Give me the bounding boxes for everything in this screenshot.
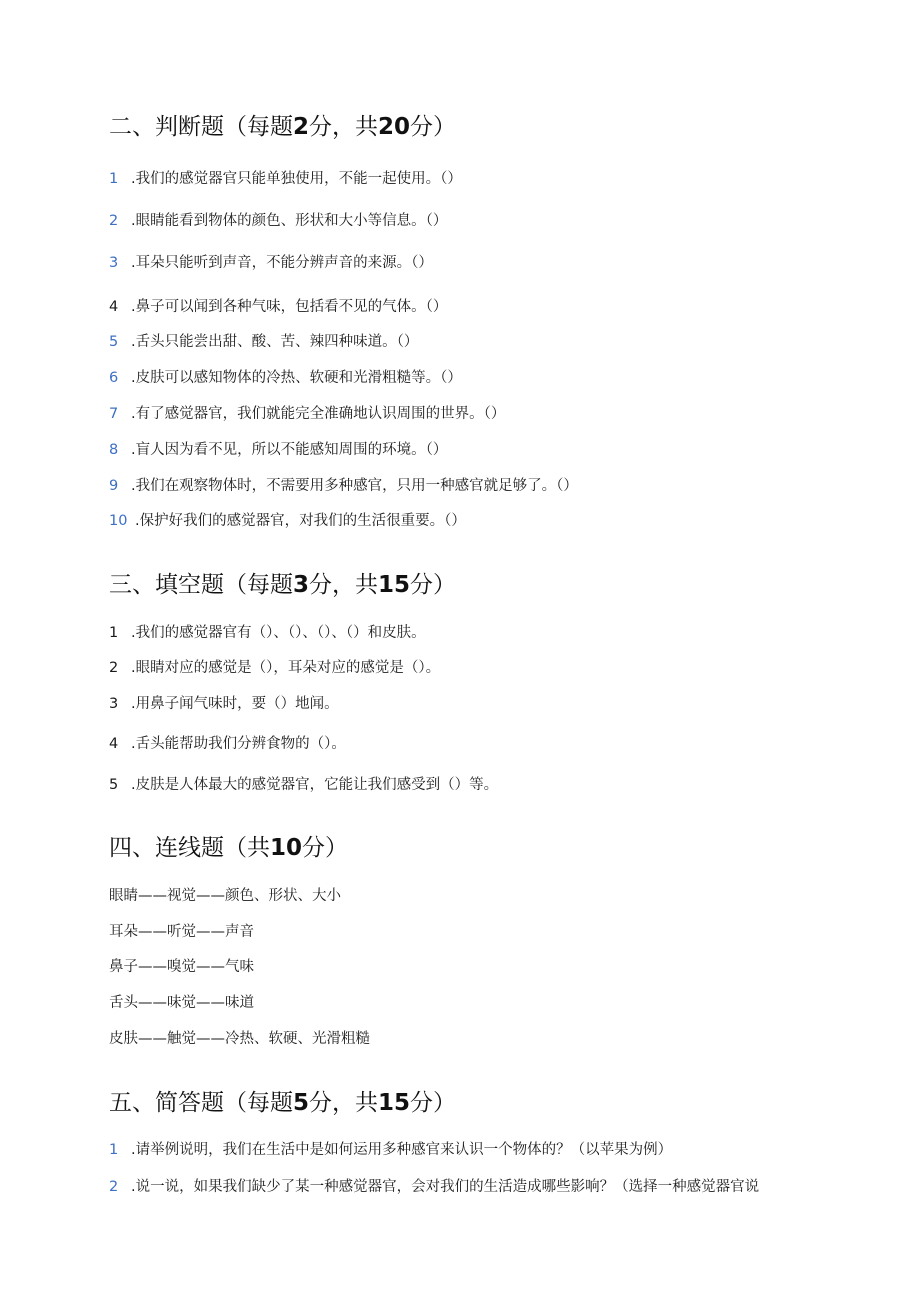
section-heading-matching — [109, 833, 348, 863]
question-text: .用鼻子闻气味时，要（）地闻。 — [131, 696, 339, 712]
score-close: 分） — [410, 1090, 457, 1116]
question-number: 2 — [109, 213, 119, 229]
question-item — [109, 734, 346, 754]
question-number: 3 — [109, 696, 119, 712]
question-text: .耳朵只能听到声音，不能分辨声音的来源。（） — [131, 255, 433, 271]
question-item — [109, 169, 462, 189]
question-text: .鼻子可以闻到各种气味，包括看不见的气体。（） — [131, 299, 448, 315]
question-text: .舌头只能尝出甜、酸、苦、辣四种味道。（） — [131, 334, 419, 350]
section-heading-true-false — [109, 112, 456, 142]
question-text: .皮肤是人体最大的感觉器官，它能让我们感受到（）等。 — [131, 777, 499, 793]
question-number: 9 — [109, 478, 119, 494]
question-text: .有了感觉器官，我们就能完全准确地认识周围的世界。（） — [131, 406, 506, 422]
question-number: 7 — [109, 406, 119, 422]
section-title: 三、填空题 — [109, 572, 224, 598]
question-number: 5 — [109, 334, 119, 350]
matching-line: 舌头——味觉——味道 — [109, 995, 254, 1011]
matching-line: 皮肤——触觉——冷热、软硬、光滑粗糙 — [109, 1031, 370, 1047]
question-number: 1 — [109, 1142, 119, 1158]
score-open: （每题 — [224, 1090, 293, 1116]
question-number: 1 — [109, 625, 119, 641]
section-title: 四、连线题 — [109, 835, 224, 861]
question-text: .舌头能帮助我们分辨食物的（）。 — [131, 736, 346, 752]
question-item — [109, 404, 505, 424]
question-text: .盲人因为看不见，所以不能感知周围的环境。（） — [131, 442, 448, 458]
score-mid: 分，共 — [309, 1090, 379, 1116]
question-item — [109, 694, 339, 714]
score-total: 20 — [378, 114, 411, 140]
question-number: 2 — [109, 1179, 119, 1195]
matching-line: 眼睛——视觉——颜色、形状、大小 — [109, 888, 341, 904]
question-text: .保护好我们的感觉器官，对我们的生活很重要。（） — [135, 513, 466, 529]
score-open: （每题 — [224, 114, 293, 140]
score-close: 分） — [410, 114, 457, 140]
question-item — [109, 297, 447, 317]
question-item — [109, 440, 447, 460]
score-close: 分） — [410, 572, 457, 598]
question-number: 2 — [109, 660, 119, 676]
question-item — [109, 476, 578, 496]
section-title: 二、判断题 — [109, 114, 224, 140]
section-heading-fill-blank — [109, 570, 456, 600]
question-item — [109, 623, 426, 643]
question-text: .说一说，如果我们缺少了某一种感觉器官，会对我们的生活造成哪些影响？（选择一种感觉器官说 — [131, 1179, 760, 1195]
question-number: 4 — [109, 736, 119, 752]
question-item — [109, 775, 498, 795]
question-item — [109, 511, 466, 531]
score-per-item: 3 — [293, 572, 310, 598]
section-title: 五、简答题 — [109, 1090, 224, 1116]
question-text: .我们在观察物体时，不需要用多种感官，只用一种感官就足够了。（） — [131, 478, 578, 494]
question-item — [109, 211, 447, 231]
question-number: 1 — [109, 171, 119, 187]
question-number: 5 — [109, 777, 119, 793]
matching-line: 鼻子——嗅觉——气味 — [109, 959, 254, 975]
question-item — [109, 368, 462, 388]
question-item — [109, 1140, 672, 1160]
section-heading-short-answer — [109, 1088, 456, 1118]
matching-line: 耳朵——听觉——声音 — [109, 924, 254, 940]
question-text: .我们的感觉器官只能单独使用，不能一起使用。（） — [131, 171, 462, 187]
score-mid: 分，共 — [309, 114, 379, 140]
question-item — [109, 658, 440, 678]
score-open: （共 — [224, 835, 270, 861]
question-number: 4 — [109, 299, 119, 315]
score-mid: 分，共 — [309, 572, 379, 598]
score-total: 15 — [378, 572, 411, 598]
score-open: （每题 — [224, 572, 293, 598]
question-item — [109, 253, 433, 273]
question-text: .皮肤可以感知物体的冷热、软硬和光滑粗糙等。（） — [131, 370, 462, 386]
question-text: .眼睛对应的感觉是（），耳朵对应的感觉是（）。 — [131, 660, 441, 676]
score-per-item: 5 — [293, 1090, 310, 1116]
question-text: .请举例说明，我们在生活中是如何运用多种感官来认识一个物体的？（以苹果为例） — [131, 1142, 673, 1158]
question-number: 6 — [109, 370, 119, 386]
score-total: 10 — [270, 835, 303, 861]
question-text: .我们的感觉器官有（）、（）、（）、（）和皮肤。 — [131, 625, 426, 641]
score-total: 15 — [378, 1090, 411, 1116]
question-item — [109, 1177, 759, 1197]
score-close: 分） — [302, 835, 349, 861]
question-item — [109, 332, 418, 352]
question-number: 10 — [109, 513, 128, 529]
score-per-item: 2 — [293, 114, 310, 140]
question-text: .眼睛能看到物体的颜色、形状和大小等信息。（） — [131, 213, 448, 229]
question-number: 8 — [109, 442, 119, 458]
question-number: 3 — [109, 255, 119, 271]
